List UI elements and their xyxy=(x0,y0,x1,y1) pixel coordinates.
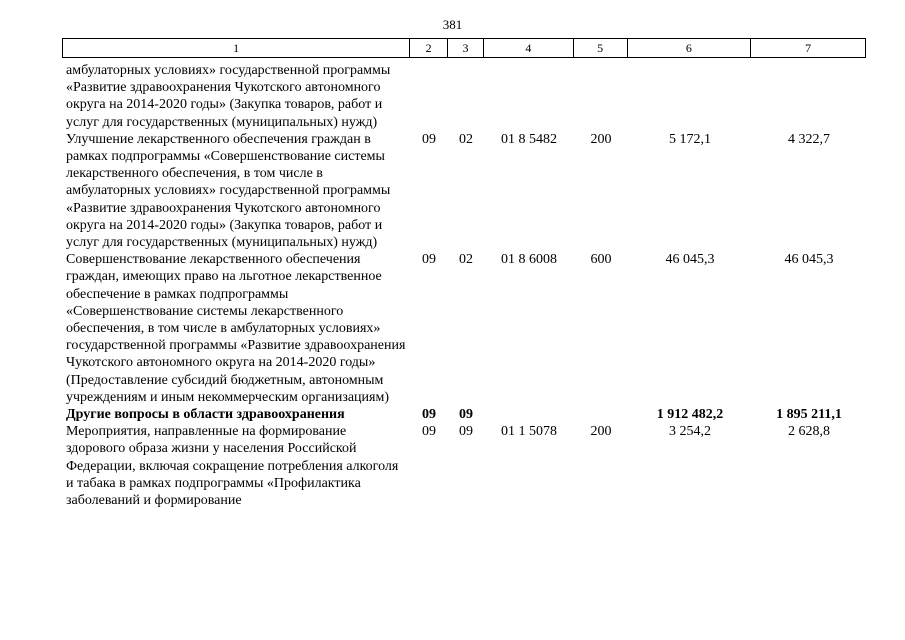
page-number: 381 xyxy=(442,17,463,32)
column-header-1: 1 xyxy=(63,39,410,57)
row-amount-2: 2 628,8 xyxy=(788,424,830,440)
row-name: Другие вопросы в области здравоохранения xyxy=(66,407,345,423)
row-section: 09 xyxy=(422,252,436,268)
row-target-article: 01 8 5482 xyxy=(501,131,557,147)
row-section: 09 xyxy=(422,407,436,423)
row-amount-1: 46 045,3 xyxy=(665,252,715,268)
table-row xyxy=(62,251,866,406)
column-header-3: 3 xyxy=(448,39,484,57)
row-subsection: 09 xyxy=(459,424,473,440)
row-subsection: 09 xyxy=(459,407,473,423)
row-amount-1: 5 172,1 xyxy=(669,131,711,147)
column-header-7: 7 xyxy=(805,41,812,55)
row-expense-type xyxy=(574,406,628,423)
row-amount-1: 3 254,2 xyxy=(669,424,711,440)
row-expense-type: 200 xyxy=(590,424,612,440)
column-header-4: 4 xyxy=(484,39,574,57)
row-target-article xyxy=(484,406,574,423)
row-section: 09 xyxy=(422,424,436,440)
row-name: Улучшение лекарственного обеспечения граждан в рамках подпрограммы «Совершенствование системы лекарственного обеспечения, в том числе в амбулаторных условиях» государственной программы «Развитие здравоохранения Чукотского автономного округа на 2014-2020 годы» (Закупка товаров, работ и услуг для государственных (муниципальных) нужд) xyxy=(66,131,391,251)
row-target-article xyxy=(484,62,574,131)
table-row xyxy=(62,131,866,251)
row-section: 09 xyxy=(422,131,436,147)
table-row xyxy=(62,423,866,509)
row-amount-2: 1 895 211,1 xyxy=(776,407,842,423)
row-amount-2 xyxy=(752,62,866,131)
row-subsection: 02 xyxy=(459,252,473,268)
row-amount-2: 46 045,3 xyxy=(784,252,834,268)
row-expense-type xyxy=(574,62,628,131)
row-expense-type: 200 xyxy=(590,131,612,147)
row-subsection: 02 xyxy=(459,131,473,147)
table-row xyxy=(62,406,866,423)
row-section xyxy=(410,62,448,131)
row-amount-1 xyxy=(628,62,752,131)
row-amount-2: 4 322,7 xyxy=(788,131,830,147)
column-header-2: 2 xyxy=(410,39,448,57)
column-header-5: 5 xyxy=(574,39,628,57)
row-subsection xyxy=(448,62,484,131)
row-name: Совершенствование лекарственного обеспечения граждан, имеющих право на льготное лекарственное обеспечение в рамках подпрограммы «Совершенствование системы лекарственного обеспечения, в том числе в амбулаторных условиях» государственной программы «Развитие здравоохранения Чукотского автономного округа на 2014-2020 годы» (Предоставление субсидий бюджетным, автономным учреждениям и иным некоммерческим организациям) xyxy=(66,252,406,405)
table-row xyxy=(62,62,866,131)
row-target-article: 01 8 6008 xyxy=(501,252,557,268)
row-amount-1: 1 912 482,2 xyxy=(656,407,724,423)
row-name: амбулаторных условиях» государственной программы «Развитие здравоохранения Чукотского автономного округа на 2014-2020 годы» (Закупка товаров, работ и услуг для государственных (муниципальных) нужд) xyxy=(66,63,391,130)
column-header-6: 6 xyxy=(628,39,752,57)
table-header xyxy=(62,38,866,58)
row-target-article: 01 1 5078 xyxy=(501,424,557,440)
row-name: Мероприятия, направленные на формирование здорового образа жизни у населения Российской Федерации, включая сокращение потребления алкоголя и табака в рамках подпрограммы «Профилактика заболеваний и формирование xyxy=(66,424,399,509)
row-expense-type: 600 xyxy=(590,252,612,268)
table-body xyxy=(62,62,866,509)
